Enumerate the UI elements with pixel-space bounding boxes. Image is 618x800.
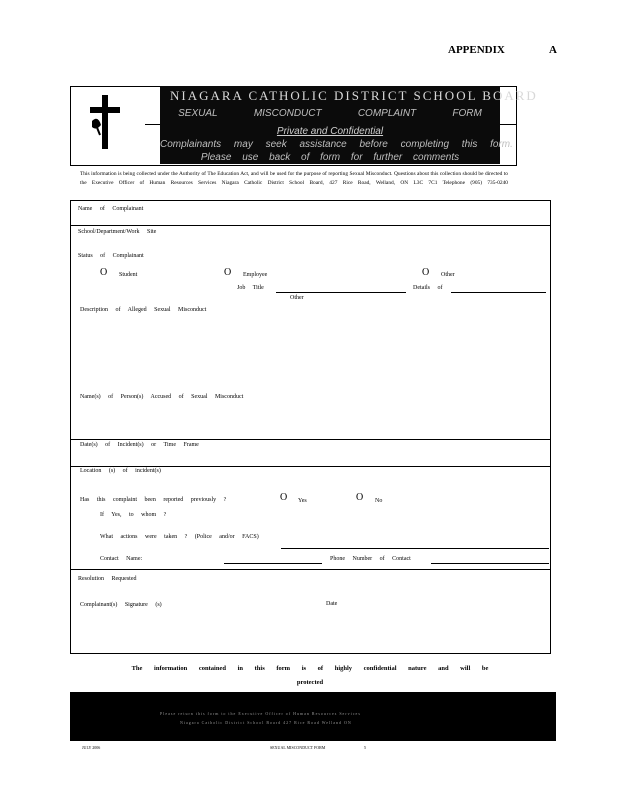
yes-radio-icon[interactable]: O: [280, 492, 288, 503]
no-label: No: [375, 498, 383, 504]
student-label: Student: [119, 272, 138, 278]
confidential-line: The information contained in this form is of highly confidential nature and will be protected: [131, 665, 489, 686]
collection-notice: This information is being collected under the Authority of The Education Act, and will be used for the purpose of reporting Sexual Misconduct. Questions about this collection should be directed to the Executive Officer of Human Resources Services Niagara Catholic District School Board, 427 Rice Road, Welland, ON L3C 7C1 Telephone (905) 735-0240: [80, 171, 508, 186]
dates-label: Date(s) of Incident(s) or Time Frame: [80, 442, 199, 448]
if-yes-label: If Yes, to whom ?: [100, 512, 167, 518]
footer-line: Please return this form to the Executive Officer of Human Resources Services: [160, 711, 361, 716]
cross-logo-icon: [88, 95, 122, 149]
use-back-note: Please use back of form for further comments: [200, 152, 460, 163]
school-label: School/Department/Work Site: [78, 229, 157, 235]
actions-field[interactable]: [281, 548, 549, 549]
student-radio-icon[interactable]: O: [100, 267, 108, 278]
row-divider: [71, 466, 550, 467]
details-field[interactable]: [451, 292, 546, 293]
footer-block: [70, 692, 556, 741]
yes-label: Yes: [298, 498, 307, 504]
complaint-form: [70, 200, 551, 654]
accused-label: Name(s) of Person(s) Accused of Sexual Misconduct: [80, 394, 244, 400]
header-rule-left: [145, 124, 160, 125]
location-label: Location (s) of incident(s): [80, 468, 161, 474]
header-rule-right: [500, 124, 517, 125]
row-divider: [71, 569, 550, 570]
employee-label: Employee: [243, 272, 268, 278]
job-title-field[interactable]: [276, 292, 406, 293]
form-code: SEXUAL MISCONDUCT FORM: [270, 745, 326, 750]
no-radio-icon[interactable]: O: [356, 492, 364, 503]
form-type-word: MISCONDUCT: [253, 108, 322, 119]
date-label: Date: [326, 601, 338, 607]
page-number: 5: [364, 745, 366, 750]
description-label: Description of Alleged Sexual Misconduct: [80, 307, 207, 313]
other-status-label: Other: [441, 272, 455, 278]
form-type-word: COMPLAINT: [357, 108, 417, 119]
private-confidential-label: Private and Confidential: [276, 126, 384, 137]
status-label: Status of Complainant: [78, 253, 144, 259]
job-title-label: Job Title: [237, 285, 264, 291]
seek-assistance-note: Complainants may seek assistance before completing this form.: [160, 139, 513, 150]
appendix-heading: APPENDIX A: [448, 44, 557, 56]
phone-label: Phone Number of Contact: [330, 556, 411, 562]
form-type-word: FORM: [452, 108, 482, 119]
phone-field[interactable]: [431, 563, 549, 564]
row-divider: [71, 225, 550, 226]
signature-label: Complainant(s) Signature (s): [80, 602, 162, 608]
form-type-title: [160, 108, 500, 119]
footer-line: Niagara Catholic District School Board 427 Rice Road Welland ON: [180, 720, 352, 725]
employee-radio-icon[interactable]: O: [224, 267, 232, 278]
name-label: Name of Complainant: [78, 206, 144, 212]
form-type-word: SEXUAL: [178, 108, 218, 119]
details-label: Details of: [413, 285, 443, 291]
contact-name-label: Contact Name:: [100, 556, 143, 562]
board-name: NIAGARA CATHOLIC DISTRICT SCHOOL BOARD: [170, 88, 538, 103]
revision-date: JULY 2006: [82, 745, 101, 750]
resolution-label: Resolution Requested: [78, 576, 137, 582]
other-radio-icon[interactable]: O: [422, 267, 430, 278]
reported-question: Has this complaint been reported previously ?: [80, 497, 227, 503]
row-divider: [71, 439, 550, 440]
actions-label: What actions were taken ? (Police and/or FACS): [100, 534, 259, 540]
contact-name-field[interactable]: [224, 563, 322, 564]
other-details-label: Other: [290, 295, 304, 301]
